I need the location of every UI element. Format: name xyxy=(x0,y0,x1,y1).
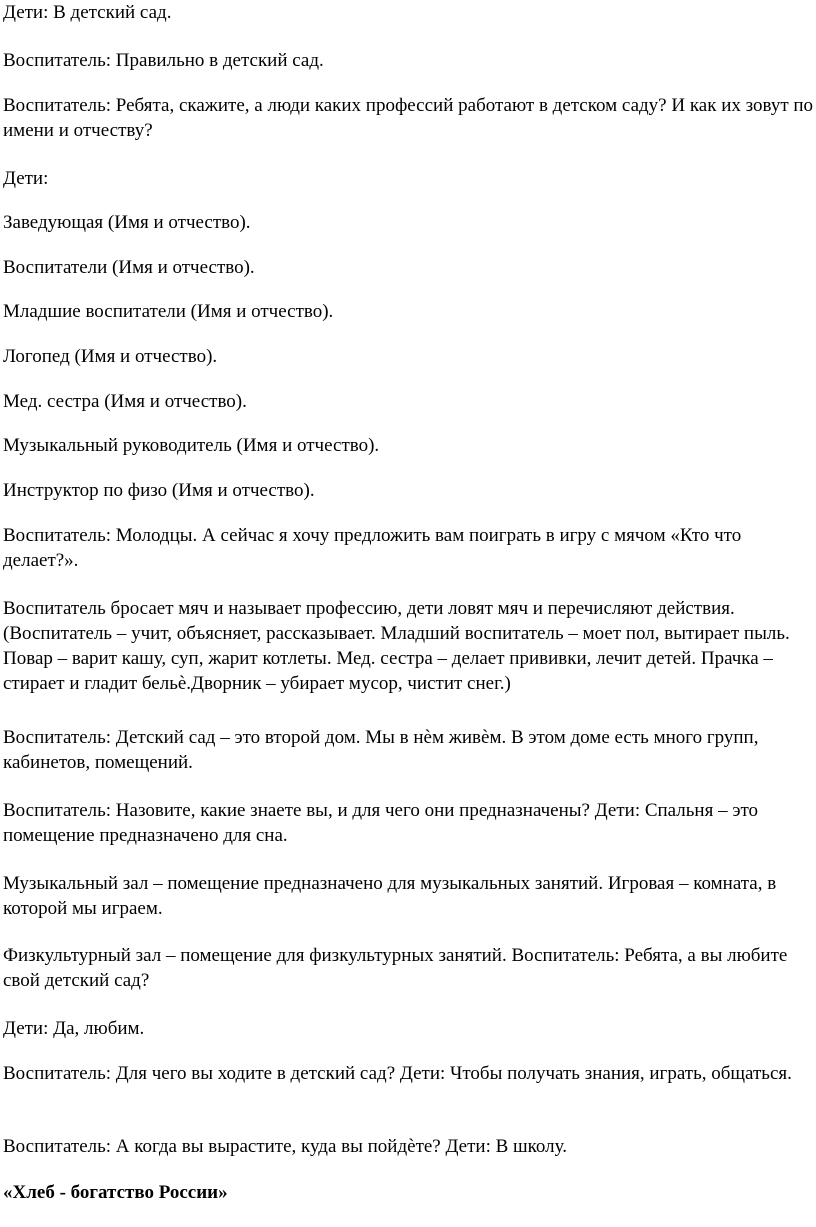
paragraph-children-answer: Дети: В детский сад. xyxy=(3,2,172,23)
paragraph-game-description: Воспитатель бросает мяч и называет профессию, дети ловят мяч и перечисляют действия. (Воспитатель – учит, объясняет, рассказывает. Младший воспитатель – моет пол, вытирает пыль. Повар – варит кашу, суп, жарит котлеты. Мед. сестра – делает прививки, лечит детей. Прачка – стирает и гладит бельѐ.Дворник – убирает мусор, чистит снег.) xyxy=(3,598,790,694)
paragraph-junior-teachers: Младшие воспитатели (Имя и отчество). xyxy=(3,301,334,322)
paragraph-teacher-confirm: Воспитатель: Правильно в детский сад. xyxy=(3,50,324,71)
paragraph-second-home: Воспитатель: Детский сад – это второй дом. Мы в нѐм живѐм. В этом доме есть много групп, кабинетов, помещений. xyxy=(3,727,759,773)
paragraph-nurse: Мед. сестра (Имя и отчество). xyxy=(3,391,247,412)
paragraph-pe-instructor: Инструктор по физо (Имя и отчество). xyxy=(3,480,315,501)
paragraph-game-intro: Воспитатель: Молодцы. А сейчас я хочу предложить вам поиграть в игру с мячом «Кто что делает?». xyxy=(3,525,742,571)
paragraph-teacher-question: Воспитатель: Ребята, скажите, а люди каких профессий работают в детском саду? И как их зовут по имени и отчеству? xyxy=(3,95,814,141)
paragraph-music-hall: Музыкальный зал – помещение предназначено для музыкальных занятий. Игровая – комната, в которой мы играем. xyxy=(3,873,777,919)
paragraph-head: Заведующая (Имя и отчество). xyxy=(3,212,251,233)
paragraph-teachers: Воспитатели (Имя и отчество). xyxy=(3,257,255,278)
paragraph-rooms-question: Воспитатель: Назовите, какие знаете вы, и для чего они предназначены? Дети: Спальня – это помещение предназначено для сна. xyxy=(3,800,759,846)
paragraph-gym: Физкультурный зал – помещение для физкультурных занятий. Воспитатель: Ребята, а вы любите свой детский сад? xyxy=(3,945,788,991)
paragraph-children-love: Дети: Да, любим. xyxy=(3,1018,145,1039)
paragraph-music-director: Музыкальный руководитель (Имя и отчество). xyxy=(3,435,380,456)
section-heading: «Хлеб - богатство России» xyxy=(3,1182,228,1203)
paragraph-children-label: Дети: xyxy=(3,168,49,189)
paragraph-why-kindergarten: Воспитатель: Для чего вы ходите в детский сад? Дети: Чтобы получать знания, играть, общаться. xyxy=(3,1063,792,1084)
paragraph-school: Воспитатель: А когда вы вырастите, куда вы пойдѐте? Дети: В школу. xyxy=(3,1136,568,1157)
paragraph-speech-therapist: Логопед (Имя и отчество). xyxy=(3,346,218,367)
